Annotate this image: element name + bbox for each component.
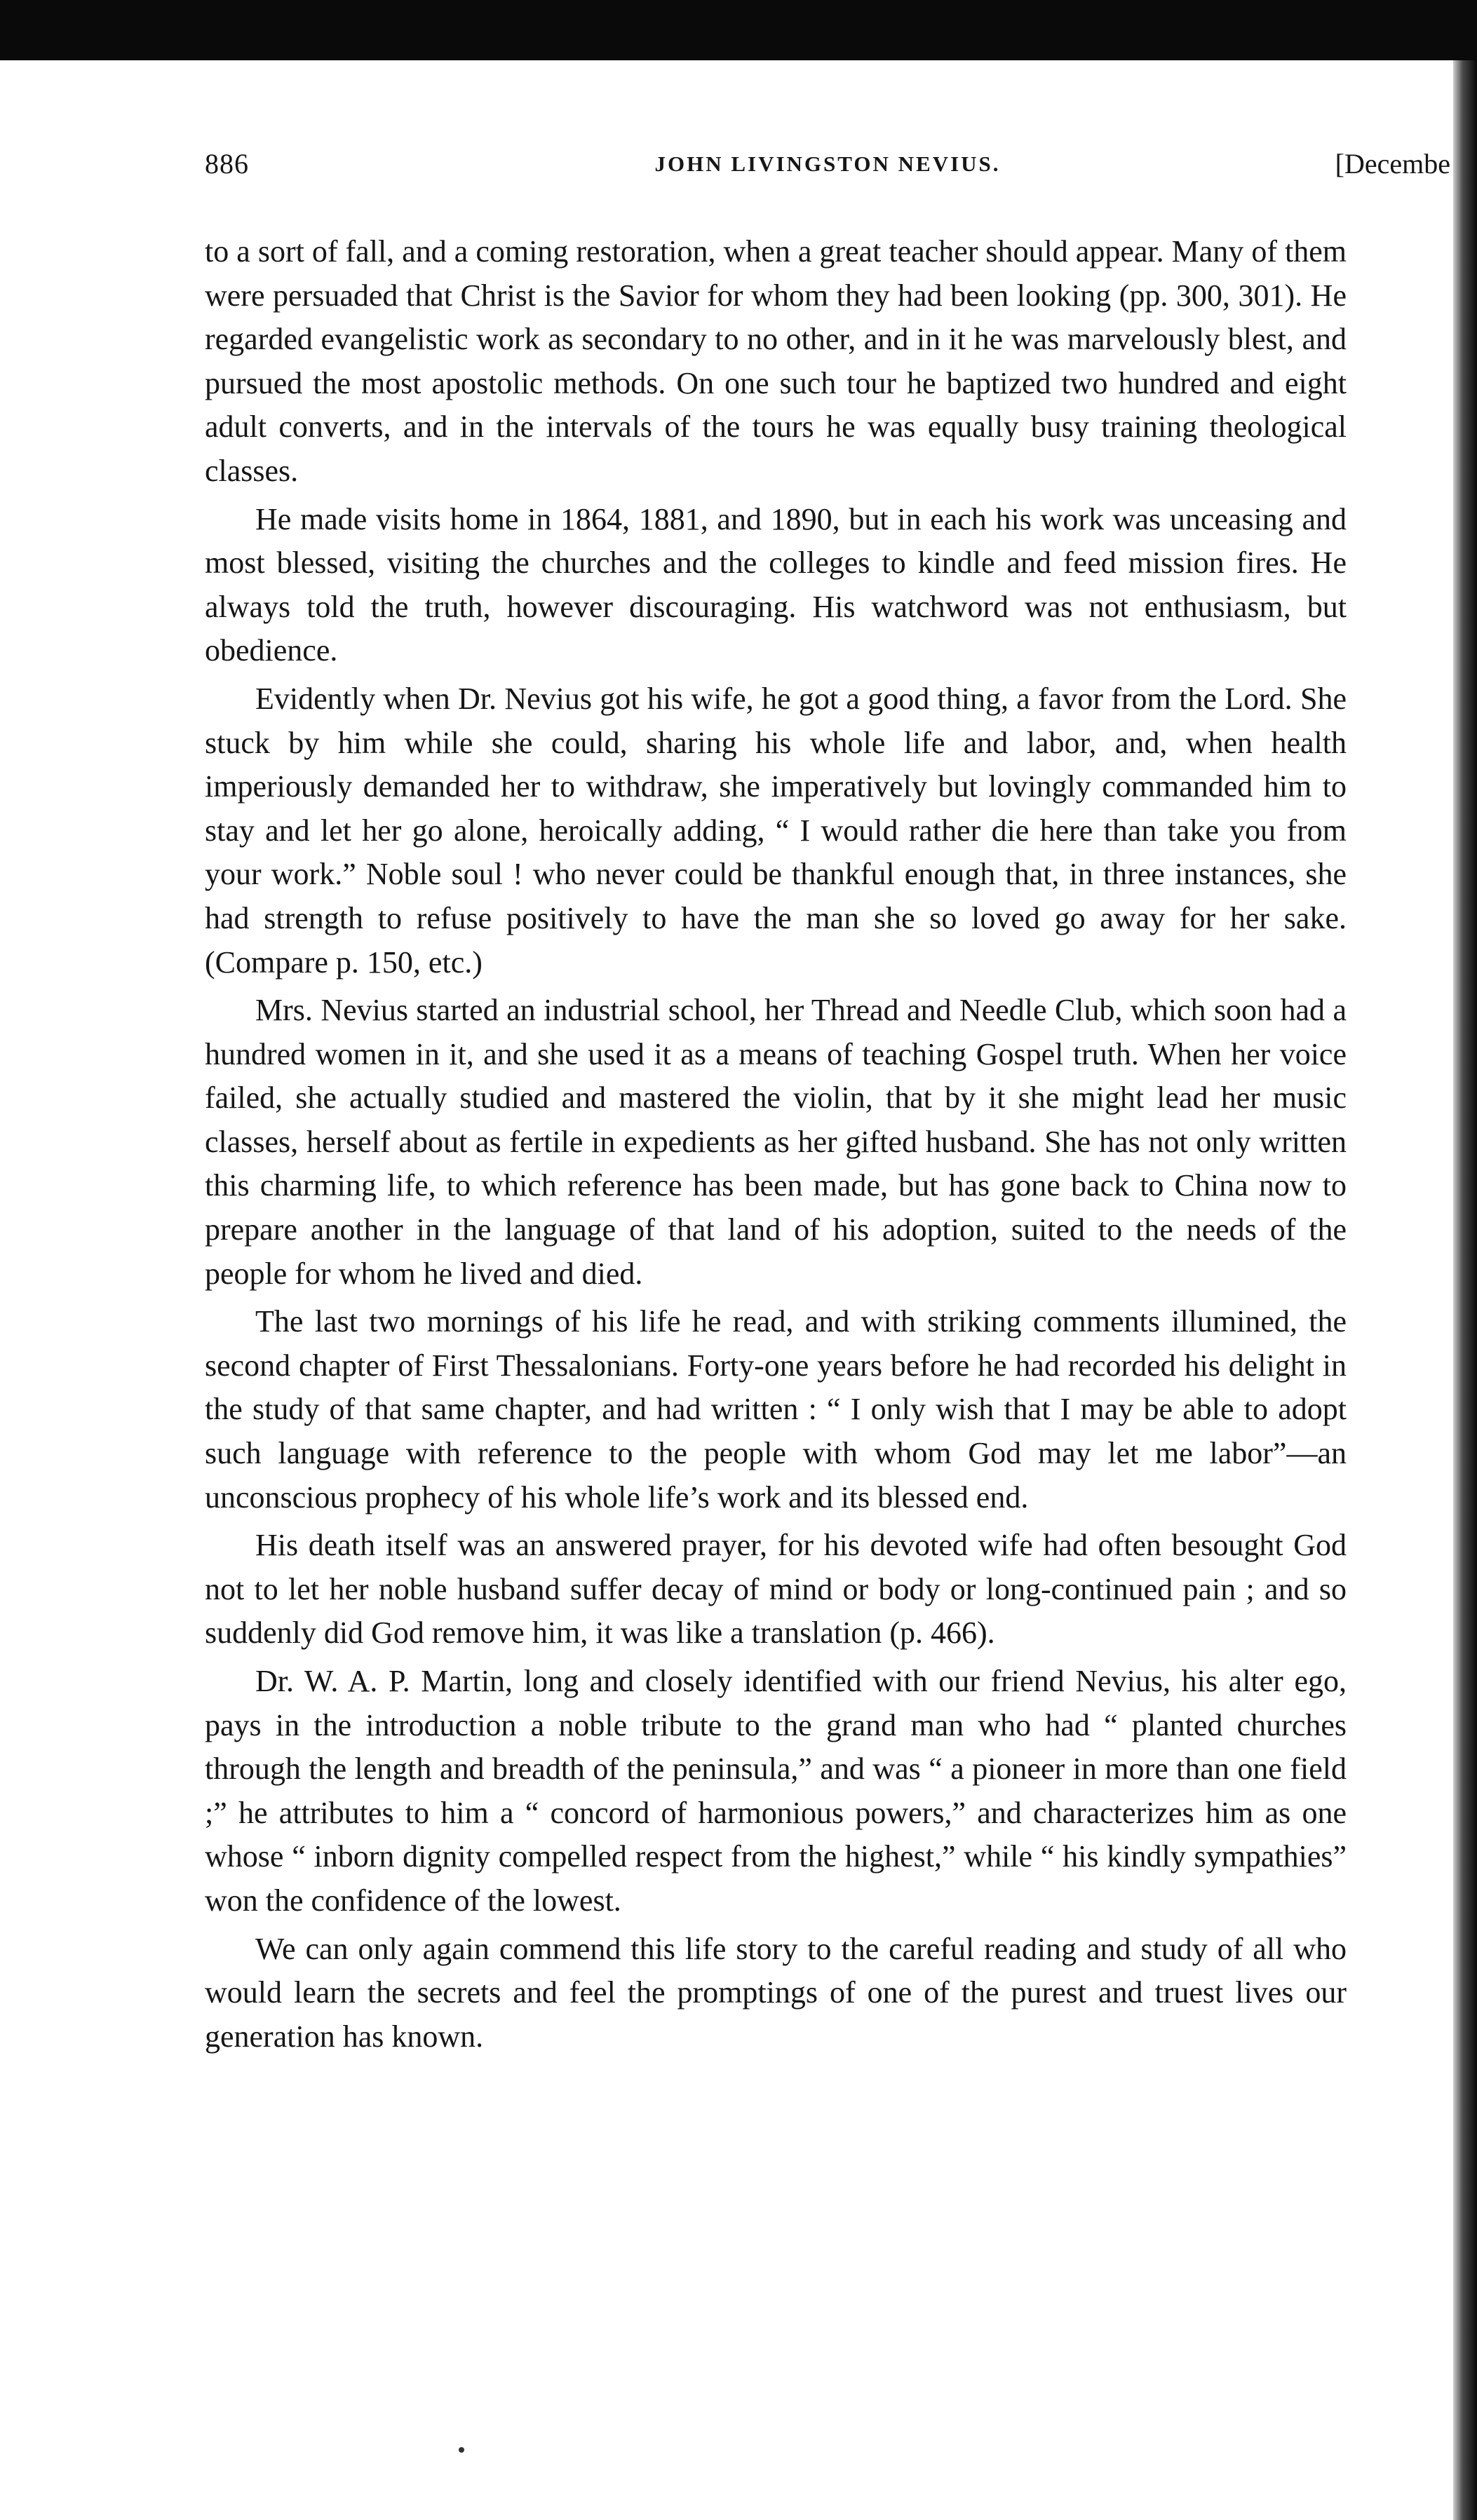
paragraph-7: Dr. W. A. P. Martin, long and closely identified with our friend Nevius, his alter ego, pays in the introduction a noble tribute to the grand man who had “ planted churches through the length and breadth of the peninsula,” and was “ a pioneer in more than one field ;” he attributes to him a “ concord of harmonious powers,” and characterizes him as one whose “ inborn dignity compelled respect from the highest,” while “ his kindly sympathies” won the confidence of the lowest. bbox=[205, 1664, 1347, 1918]
scan-right-edge bbox=[1453, 60, 1477, 2520]
paragraph-5: The last two mornings of his life he read, and with striking comments illumined, the second chapter of First Thessalonians. Forty-one years before he had recorded his delight in the study of that same chapter, and had written : “ I only wish that I may be able to adopt such language with reference to the people with whom God may let me labor”—an unconscious prophecy of his whole life’s work and its blessed end. bbox=[205, 1304, 1347, 1515]
paragraph-1: to a sort of fall, and a coming restoration, when a great teacher should appear. Many of them were persuaded that Christ is the Savior for whom they had been looking (pp. 300, 301). He regarded evangelistic work as secondary to no other, and in it he was marvelously blest, and pursued the most apostolic methods. On one such tour he baptized two hundred and eight adult converts, and in the intervals of the tours he was equally busy training theological classes. bbox=[205, 234, 1347, 488]
page-number: 886 bbox=[205, 148, 249, 179]
paragraph-3: Evidently when Dr. Nevius got his wife, he got a good thing, a favor from the Lord. She stuck by him while she could, sharing his whole life and labor, and, when health imperiously demanded her to withdraw, she imperatively but lovingly commanded him to stay and let her go alone, heroically adding, “ I would rather die here than take you from your work.” Noble soul ! who never could be thankful enough that, in three instances, she had strength to refuse positively to have the man she so loved go away for her sake. (Compare p. 150, etc.) bbox=[205, 681, 1347, 980]
paragraph-8: We can only again commend this life story to the careful reading and study of all who would learn the secrets and feel the promptings of one of the purest and truest lives our generation has known. bbox=[205, 1931, 1347, 2054]
article-body bbox=[205, 230, 1347, 2063]
paragraph-6: His death itself was an answered prayer, for his devoted wife had often besought God not to let her noble husband suffer decay of mind or body or long-continued pain ; and so suddenly did God remove him, it was like a translation (p. 466). bbox=[205, 1528, 1347, 1651]
paragraph-4: Mrs. Nevius started an industrial school, her Thread and Needle Club, which soon had a hundred women in it, and she used it as a means of teaching Gospel truth. When her voice failed, she actually studied and mastered the violin, that by it she might lead her music classes, herself about as fertile in expedients as her gifted husband. She has not only written this charming life, to which reference has been made, but has gone back to China now to prepare another in the language of that land of his adoption, suited to the needs of the people for whom he lived and died. bbox=[205, 993, 1347, 1291]
running-head: JOHN LIVINGSTON NEVIUS. bbox=[654, 151, 1001, 176]
page-header bbox=[205, 147, 1450, 189]
scan-speck bbox=[459, 2447, 464, 2453]
scan-top-border bbox=[0, 0, 1477, 60]
running-head-month: [Decembe bbox=[1335, 148, 1450, 179]
paragraph-2: He made visits home in 1864, 1881, and 1890, but in each his work was unceasing and most blessed, visiting the churches and the colleges to kindle and feed mission fires. He always told the truth, however discouraging. His watchword was not enthusiasm, but obedience. bbox=[205, 501, 1347, 668]
